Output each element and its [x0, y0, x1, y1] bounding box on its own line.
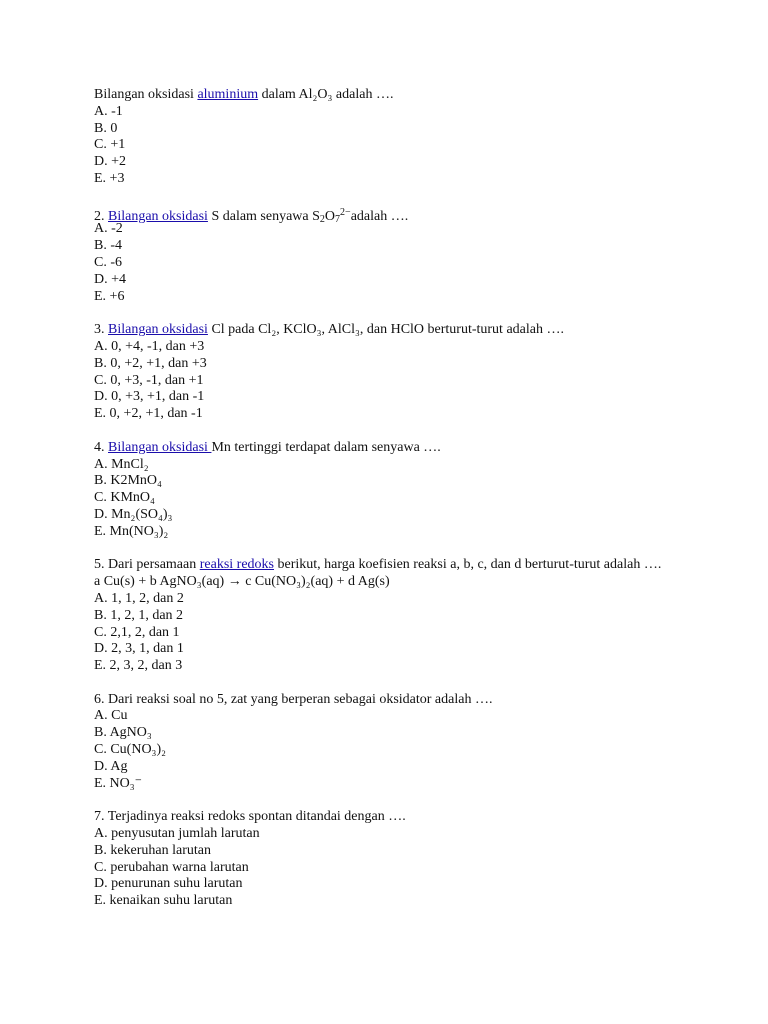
- option-a: A. MnCl₂: [94, 456, 149, 472]
- question-7-stem: 7. Terjadinya reaksi redoks spontan ditandai dengan ….: [94, 809, 406, 825]
- question-2-stem: 2. Bilangan oksidasi S dalam senyawa $S_2O_7^{2-}adalah$ ….: [94, 206, 409, 225]
- option-d: D. Mn₂(SO₄)₃: [94, 506, 173, 522]
- option-b: B. -4: [94, 238, 122, 254]
- option-b: B. 1, 2, 1, dan 2: [94, 607, 184, 623]
- option-b: B. K2MnO₄: [94, 473, 162, 489]
- option-d: D. penurunan suhu larutan: [94, 876, 243, 892]
- option-a: A. -1: [94, 103, 123, 119]
- reaction-equation: a Cu(s) + b AgNO₃(aq) → c Cu(NO₃)₂(aq) + d Ag(s): [94, 574, 390, 590]
- question-4: [94, 440, 694, 541]
- link-bilangan-oksidasi[interactable]: Bilangan oksidasi: [108, 208, 208, 224]
- question-3-stem: 3. Bilangan oksidasi Cl pada Cl₂, KClO₃, AlCl₃, dan HClO berturut-turut adalah ….: [94, 322, 564, 338]
- option-d: D. +2: [94, 154, 127, 170]
- option-c: C. 0, +3, -1, dan +1: [94, 372, 204, 388]
- option-a: A. -2: [94, 221, 123, 237]
- question-1: [94, 87, 694, 188]
- link-bilangan-oksidasi[interactable]: Bilangan oksidasi: [108, 439, 212, 455]
- option-a: A. 0, +4, -1, dan +3: [94, 338, 205, 354]
- option-b: B. kekeruhan larutan: [94, 842, 212, 858]
- option-c: C. KMnO₄: [94, 490, 155, 506]
- option-e: E. 2, 3, 2, dan 3: [94, 658, 183, 674]
- option-e: E. kenaikan suhu larutan: [94, 893, 233, 909]
- link-bilangan-oksidasi[interactable]: Bilangan oksidasi: [108, 322, 208, 338]
- option-a: A. Cu: [94, 708, 128, 724]
- option-b: B. 0, +2, +1, dan +3: [94, 355, 207, 371]
- question-7: [94, 809, 694, 910]
- option-d: D. +4: [94, 271, 127, 287]
- question-6: [94, 692, 694, 793]
- question-6-stem: 6. Dari reaksi soal no 5, zat yang berperan sebagai oksidator adalah ….: [94, 691, 493, 707]
- option-c: C. perubahan warna larutan: [94, 859, 249, 875]
- question-3: [94, 322, 694, 423]
- link-aluminium[interactable]: aluminium: [197, 87, 259, 102]
- document-page: [94, 87, 694, 910]
- option-d: D. Ag: [94, 758, 128, 774]
- option-a: A. penyusutan jumlah larutan: [94, 826, 260, 842]
- option-e: E. NO₃⁻: [94, 775, 143, 791]
- question-1-stem: Bilangan oksidasi aluminium dalam Al₂O₃ adalah ….: [94, 87, 394, 102]
- option-c: C. +1: [94, 137, 126, 153]
- option-c: C. Cu(NO₃)₂: [94, 742, 166, 758]
- option-a: A. 1, 1, 2, dan 2: [94, 590, 184, 606]
- option-d: D. 2, 3, 1, dan 1: [94, 641, 184, 657]
- option-e: E. 0, +2, +1, dan -1: [94, 406, 203, 422]
- option-b: B. AgNO₃: [94, 725, 152, 741]
- question-5: [94, 557, 694, 675]
- option-e: E. Mn(NO₃)₂: [94, 523, 169, 539]
- option-e: E. +3: [94, 170, 125, 186]
- link-reaksi-redoks[interactable]: reaksi redoks: [199, 557, 274, 573]
- option-c: C. -6: [94, 254, 122, 270]
- question-2: [94, 205, 694, 306]
- option-c: C. 2,1, 2, dan 1: [94, 624, 180, 640]
- question-5-stem: 5. Dari persamaan reaksi redoks berikut, harga koefisien reaksi a, b, c, dan d berturut-turut adalah ….: [94, 557, 662, 573]
- option-b: B. 0: [94, 120, 118, 136]
- option-e: E. +6: [94, 288, 125, 304]
- question-4-stem: 4. Bilangan oksidasi Mn tertinggi terdapat dalam senyawa ….: [94, 439, 441, 455]
- option-d: D. 0, +3, +1, dan -1: [94, 389, 205, 405]
